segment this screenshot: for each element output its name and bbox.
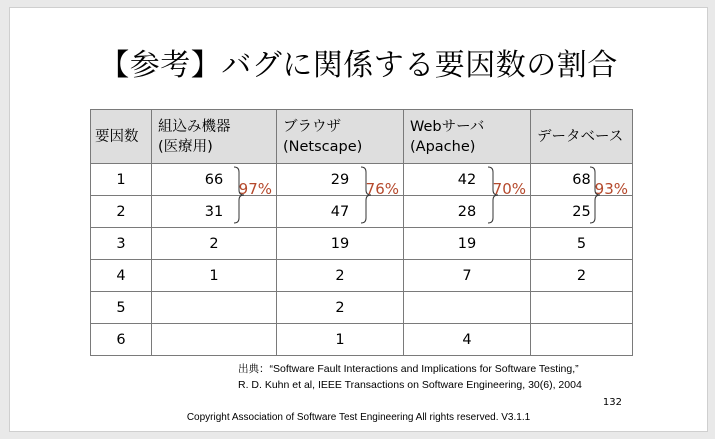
table-row bbox=[91, 260, 633, 292]
table-row bbox=[91, 228, 633, 260]
bug-count-cell bbox=[531, 324, 633, 356]
citation-line-1: 出典：“Software Fault Interactions and Implications for Software Testing,” bbox=[238, 363, 579, 375]
bug-count-cell: 19 bbox=[404, 228, 531, 260]
factor-count-cell: 6 bbox=[91, 324, 152, 356]
bug-count-cell: 42 bbox=[404, 164, 531, 196]
factor-count-cell: 1 bbox=[91, 164, 152, 196]
cumulative-percent-label: 97% bbox=[238, 180, 272, 198]
bug-count-cell: 1 bbox=[277, 324, 404, 356]
header-webserver: Webサーバ (Apache) bbox=[404, 110, 531, 164]
bug-count-cell: 19 bbox=[277, 228, 404, 260]
right-brace-icon bbox=[232, 166, 246, 224]
bug-count-cell: 7 bbox=[404, 260, 531, 292]
bug-count-cell bbox=[152, 292, 277, 324]
table-row bbox=[91, 324, 633, 356]
header-embedded: 組込み機器 (医療用) bbox=[152, 110, 277, 164]
cumulative-percent-label: 70% bbox=[492, 180, 526, 198]
bug-count-cell: 31 97% bbox=[152, 196, 277, 228]
bug-count-cell: 68 bbox=[531, 164, 633, 196]
citation-line-2: R. D. Kuhn et al, IEEE Transactions on Software Engineering, 30(6), 2004 bbox=[238, 379, 582, 391]
bug-factor-table bbox=[90, 109, 633, 356]
bug-count-cell: 2 bbox=[277, 292, 404, 324]
bug-count-cell: 5 bbox=[531, 228, 633, 260]
bug-count-cell: 1 bbox=[152, 260, 277, 292]
factor-count-cell: 3 bbox=[91, 228, 152, 260]
right-brace-icon bbox=[588, 166, 602, 224]
table-row bbox=[91, 196, 633, 228]
factor-count-cell: 4 bbox=[91, 260, 152, 292]
table-row bbox=[91, 292, 633, 324]
bug-count-cell: 25 93% bbox=[531, 196, 633, 228]
bug-count-cell bbox=[531, 292, 633, 324]
right-brace-icon bbox=[359, 166, 373, 224]
bug-count-cell: 2 bbox=[277, 260, 404, 292]
right-brace-icon bbox=[486, 166, 500, 224]
factor-count-cell: 5 bbox=[91, 292, 152, 324]
header-database: データベース bbox=[531, 110, 633, 164]
bug-count-cell: 2 bbox=[531, 260, 633, 292]
bug-count-cell bbox=[404, 292, 531, 324]
bug-count-cell: 66 bbox=[152, 164, 277, 196]
bug-count-cell: 28 70% bbox=[404, 196, 531, 228]
table-header-row bbox=[91, 110, 633, 164]
bug-count-cell bbox=[152, 324, 277, 356]
bug-count-cell: 47 76% bbox=[277, 196, 404, 228]
bug-count-cell: 2 bbox=[152, 228, 277, 260]
cumulative-percent-label: 76% bbox=[365, 180, 399, 198]
page-number: 132 bbox=[602, 397, 622, 408]
citation bbox=[238, 361, 582, 393]
bug-count-cell: 29 bbox=[277, 164, 404, 196]
header-factor-count: 要因数 bbox=[91, 110, 152, 164]
bug-count-cell: 4 bbox=[404, 324, 531, 356]
factor-count-cell: 2 bbox=[91, 196, 152, 228]
cumulative-percent-label: 93% bbox=[594, 180, 628, 198]
slide bbox=[9, 7, 708, 432]
slide-title: 【参考】バグに関係する要因数の割合 bbox=[99, 48, 618, 83]
copyright-notice: Copyright Association of Software Test Engineering All rights reserved. V3.1.1 bbox=[186, 412, 531, 423]
header-browser: ブラウザ (Netscape) bbox=[277, 110, 404, 164]
